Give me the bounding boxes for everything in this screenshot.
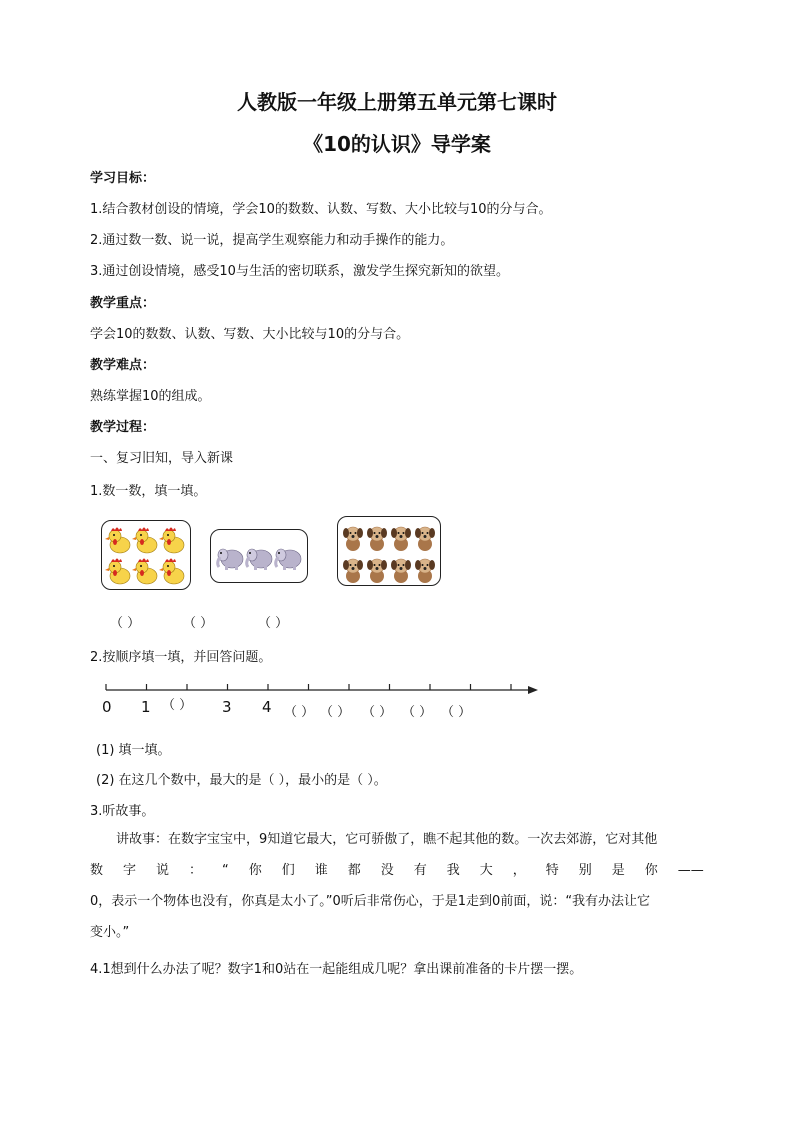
answer-blank-dogs[interactable]: （ ） <box>258 616 289 631</box>
elephant-icon <box>247 549 272 570</box>
dog-icon <box>391 527 411 551</box>
page-subtitle: 《10的认识》导学案 <box>303 132 491 156</box>
story-char: ， <box>512 863 526 878</box>
dog-picture-box <box>337 516 441 586</box>
difficulties-text: 熟练掌握10的组成。 <box>90 389 211 404</box>
story-char: 我 <box>446 863 460 878</box>
chicken-icon <box>105 528 130 554</box>
number-label: 1 <box>141 698 151 716</box>
story-char: 都 <box>347 863 361 878</box>
story-char: “ <box>222 863 229 878</box>
elephant-icon <box>218 549 243 570</box>
objectives-heading: 学习目标： <box>90 171 156 186</box>
chicken-icon <box>132 559 157 585</box>
dog-icon <box>391 559 411 583</box>
story-char: 有 <box>413 863 427 878</box>
question-2: (2) 在这几个数中，最大的是（ ），最小的是（ ）。 <box>96 773 387 788</box>
story-char: 你 <box>644 863 658 878</box>
number-line-arrow <box>528 686 538 694</box>
dog-icon <box>343 559 363 583</box>
number-blank[interactable]: （ ） <box>362 705 393 720</box>
objective-item: 2.通过数一数、说一说，提高学生观察能力和动手操作的能力。 <box>90 233 454 248</box>
objective-item: 1.结合教材创设的情境，学会10的数数、认数、写数、大小比较与10的分与合。 <box>90 202 552 217</box>
task-2: 2.按顺序填一填，并回答问题。 <box>90 650 272 665</box>
key-points-text: 学会10的数数、认数、写数、大小比较与10的分与合。 <box>90 327 410 342</box>
story-char: 谁 <box>314 863 328 878</box>
dog-icon <box>367 559 387 583</box>
story-char: ： <box>189 863 203 878</box>
process-heading: 教学过程： <box>90 420 156 435</box>
dog-icon <box>343 527 363 551</box>
story-char: 特 <box>545 863 559 878</box>
number-blank[interactable]: （ ） <box>402 705 433 720</box>
answer-blank-elephants[interactable]: （ ） <box>183 616 214 631</box>
chicken-icon <box>132 528 157 554</box>
story-char: 没 <box>380 863 394 878</box>
elephant-icon <box>276 549 301 570</box>
story-line: 讲故事：在数字宝宝中，9知道它最大，它可骄傲了，瞧不起其他的数。一次去郊游，它对其他 <box>116 832 658 847</box>
number-blank[interactable]: （ ） <box>320 705 351 720</box>
story-char: 是 <box>611 863 625 878</box>
story-char: 大 <box>479 863 493 878</box>
section-heading: 一、复习旧知，导入新课 <box>90 451 234 466</box>
story-line-justified <box>90 855 704 886</box>
task-3: 3.听故事。 <box>90 804 155 819</box>
number-blank[interactable]: （ ） <box>284 705 315 720</box>
number-line <box>0 672 794 712</box>
story-line: 变小。” <box>90 925 130 940</box>
key-points-heading: 教学重点： <box>90 296 156 311</box>
dog-icon <box>415 527 435 551</box>
number-blank[interactable]: （ ） <box>441 705 472 720</box>
task-1: 1.数一数，填一填。 <box>90 484 207 499</box>
story-char: 们 <box>281 863 295 878</box>
chicken-icon <box>159 559 184 585</box>
number-blank[interactable]: （ ） <box>162 698 193 713</box>
chicken-icon <box>159 528 184 554</box>
story-char: 别 <box>578 863 592 878</box>
chicken-group-image <box>102 521 190 589</box>
chicken-icon <box>105 559 130 585</box>
task-4: 4.1想到什么办法了呢？数字1和0站在一起能组成几呢？拿出课前准备的卡片摆一摆。 <box>90 962 583 977</box>
dog-group-image <box>338 517 440 585</box>
story-line: 0，表示一个物体也没有，你真是太小了。”0听后非常伤心，于是1走到0前面，说：“我有办法让它 <box>90 894 651 909</box>
story-char: 字 <box>123 863 137 878</box>
dog-icon <box>367 527 387 551</box>
page-title: 人教版一年级上册第五单元第七课时 <box>237 90 557 114</box>
number-label: 0 <box>102 698 112 716</box>
story-char: 说 <box>156 863 170 878</box>
question-1: (1) 填一填。 <box>96 743 171 758</box>
chicken-picture-box <box>101 520 191 590</box>
elephant-picture-box <box>210 529 308 583</box>
story-char: —— <box>677 863 704 878</box>
difficulties-heading: 教学难点： <box>90 358 156 373</box>
story-char: 你 <box>248 863 262 878</box>
number-label: 3 <box>222 698 232 716</box>
story-char: 数 <box>90 863 104 878</box>
dog-icon <box>415 559 435 583</box>
answer-blank-chickens[interactable]: （ ） <box>110 616 141 631</box>
number-label: 4 <box>262 698 272 716</box>
elephant-group-image <box>211 530 307 582</box>
objective-item: 3.通过创设情境，感受10与生活的密切联系，激发学生探究新知的欲望。 <box>90 264 509 279</box>
